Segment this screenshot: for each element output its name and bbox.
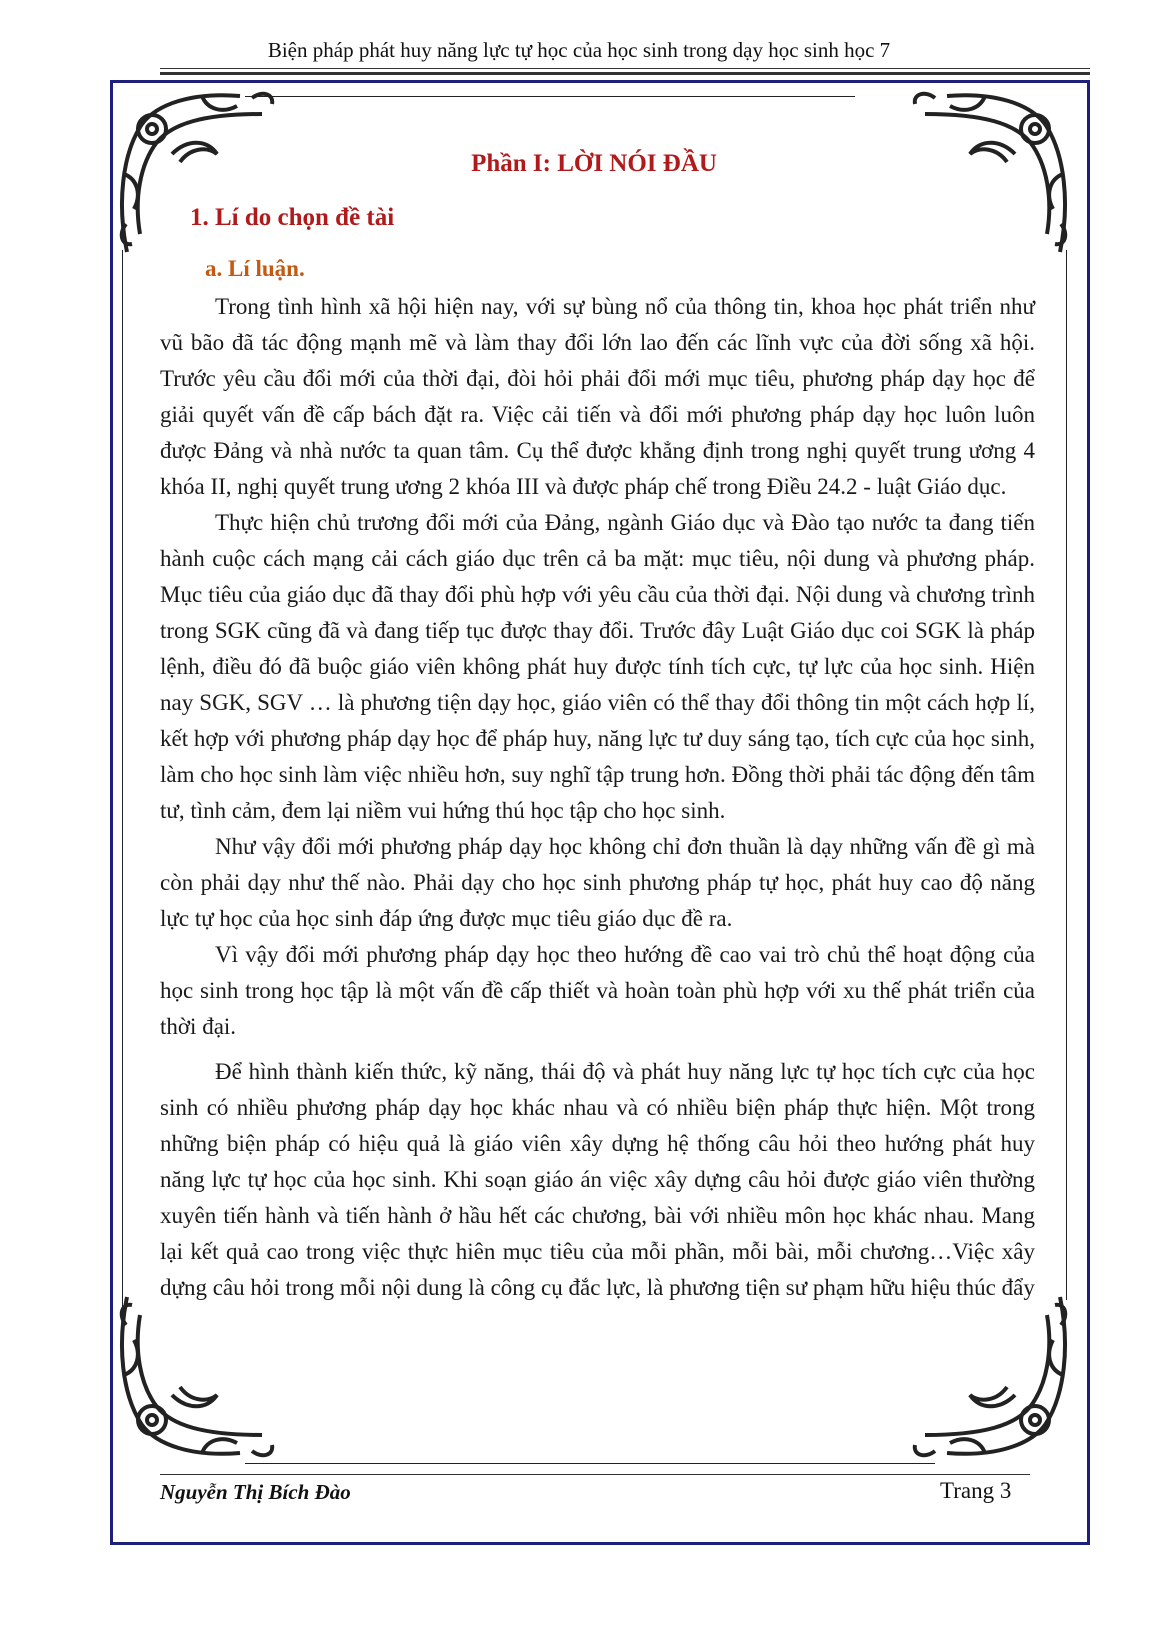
paragraph-5: Để hình thành kiến thức, kỹ năng, thái độ và phát huy năng lực tự học tích cực của học sinh có nhiều phương pháp dạy học khác nhau và có nhiều biện pháp thực hiện. Một trong những biện pháp có hiệu quả là giáo viên xây dựng hệ thống câu hỏi theo hướng phát huy năng lực tự học của học sinh. Khi soạn giáo án việc xây dựng câu hỏi được giáo viên thường xuyên tiến hành và tiến hành ở hầu hết các chương, bài với nhiều môn học khác nhau. Mang lại kết quả cao trong việc thực hiên mục tiêu của mỗi phần, mỗi bài, mỗi chương…Việc xây dựng câu hỏi trong mỗi nội dung là công cụ đắc lực, là phương tiện sư phạm hữu hiệu thúc đẩy (160, 1059, 1035, 1300)
paragraph-4: Vì vậy đổi mới phương pháp dạy học theo hướng đề cao vai trò chủ thể hoạt động của học sinh trong học tập là một vấn đề cấp thiết và hoàn toàn phù hợp với xu thế phát triển của thời đại. (160, 942, 1035, 1039)
paragraph-3: Như vậy đổi mới phương pháp dạy học không chỉ đơn thuần là dạy những vấn đề gì mà còn phải dạy như thế nào. Phải dạy cho học sinh phương pháp tự học, phát huy cao độ năng lực tự học của học sinh đáp ứng được mục tiêu giáo dục đề ra. (160, 834, 1035, 931)
border-line-top (245, 96, 855, 97)
running-header-title: Biện pháp phát huy năng lực tự học của học sinh trong dạy học sinh học 7 (267, 38, 891, 62)
border-line-left (122, 250, 123, 1330)
page-number: Trang 3 (940, 1478, 1012, 1503)
border-line-bottom (245, 1463, 935, 1464)
subsection-title: 1. Lí do chọn đề tài (190, 204, 395, 231)
border-line-right (1066, 250, 1067, 1300)
section-title: Phần I: LỜI NÓI ĐẦU (471, 150, 717, 177)
subsubsection-title: a. Lí luận. (205, 256, 305, 281)
paragraph-1: Trong tình hình xã hội hiện nay, với sự bùng nổ của thông tin, khoa học phát triển như vũ bão đã tác động mạnh mẽ và làm thay đổi lớn lao đến các lĩnh vực của đời sống xã hội. Trước yêu cầu đổi mới của thời đại, đòi hỏi phải đổi mới mục tiêu, phương pháp dạy học để giải quyết vấn đề cấp bách đặt ra. Việc cải tiến và đổi mới phương pháp dạy học luôn luôn được Đảng và nhà nước ta quan tâm. Cụ thể được khẳng định trong nghị quyết trung ương 4 khóa II, nghị quyết trung ương 2 khóa III và được pháp chế trong Điều 24.2 - luật Giáo dục. (160, 294, 1035, 499)
paragraph-2: Thực hiện chủ trương đổi mới của Đảng, ngành Giáo dục và Đào tạo nước ta đang tiến hành cuộc cách mạng cải cách giáo dục trên cả ba mặt: mục tiêu, nội dung và phương pháp. Mục tiêu của giáo dục đã thay đổi phù hợp với yêu cầu của thời đại. Nội dung và chương trình trong SGK cũng đã và đang tiếp tục được thay đổi. Trước đây Luật Giáo dục coi SGK là pháp lệnh, điều đó đã buộc giáo viên không phát huy được tính tích cực, tự lực của học sinh. Hiện nay SGK, SGV … là phương tiện dạy học, giáo viên có thể thay đổi thông tin một cách hợp lí, kết hợp với phương pháp dạy học để pháp huy, năng lực tư duy sáng tạo, tích cực của học sinh, làm cho học sinh làm việc nhiều hơn, suy nghĩ tập trung hơn. Đồng thời phải tác động đến tâm tư, tình cảm, đem lại niềm vui hứng thú học tập cho học sinh. (160, 510, 1035, 823)
ornament-bottom-right-icon (900, 1290, 1075, 1465)
footer-rule (160, 1474, 1030, 1475)
body-text (160, 289, 1035, 1306)
header-rule-thick (160, 72, 1090, 75)
footer-author: Nguyễn Thị Bích Đào (160, 1480, 351, 1504)
header-rule (160, 68, 1090, 69)
ornament-bottom-left-icon (112, 1290, 287, 1465)
